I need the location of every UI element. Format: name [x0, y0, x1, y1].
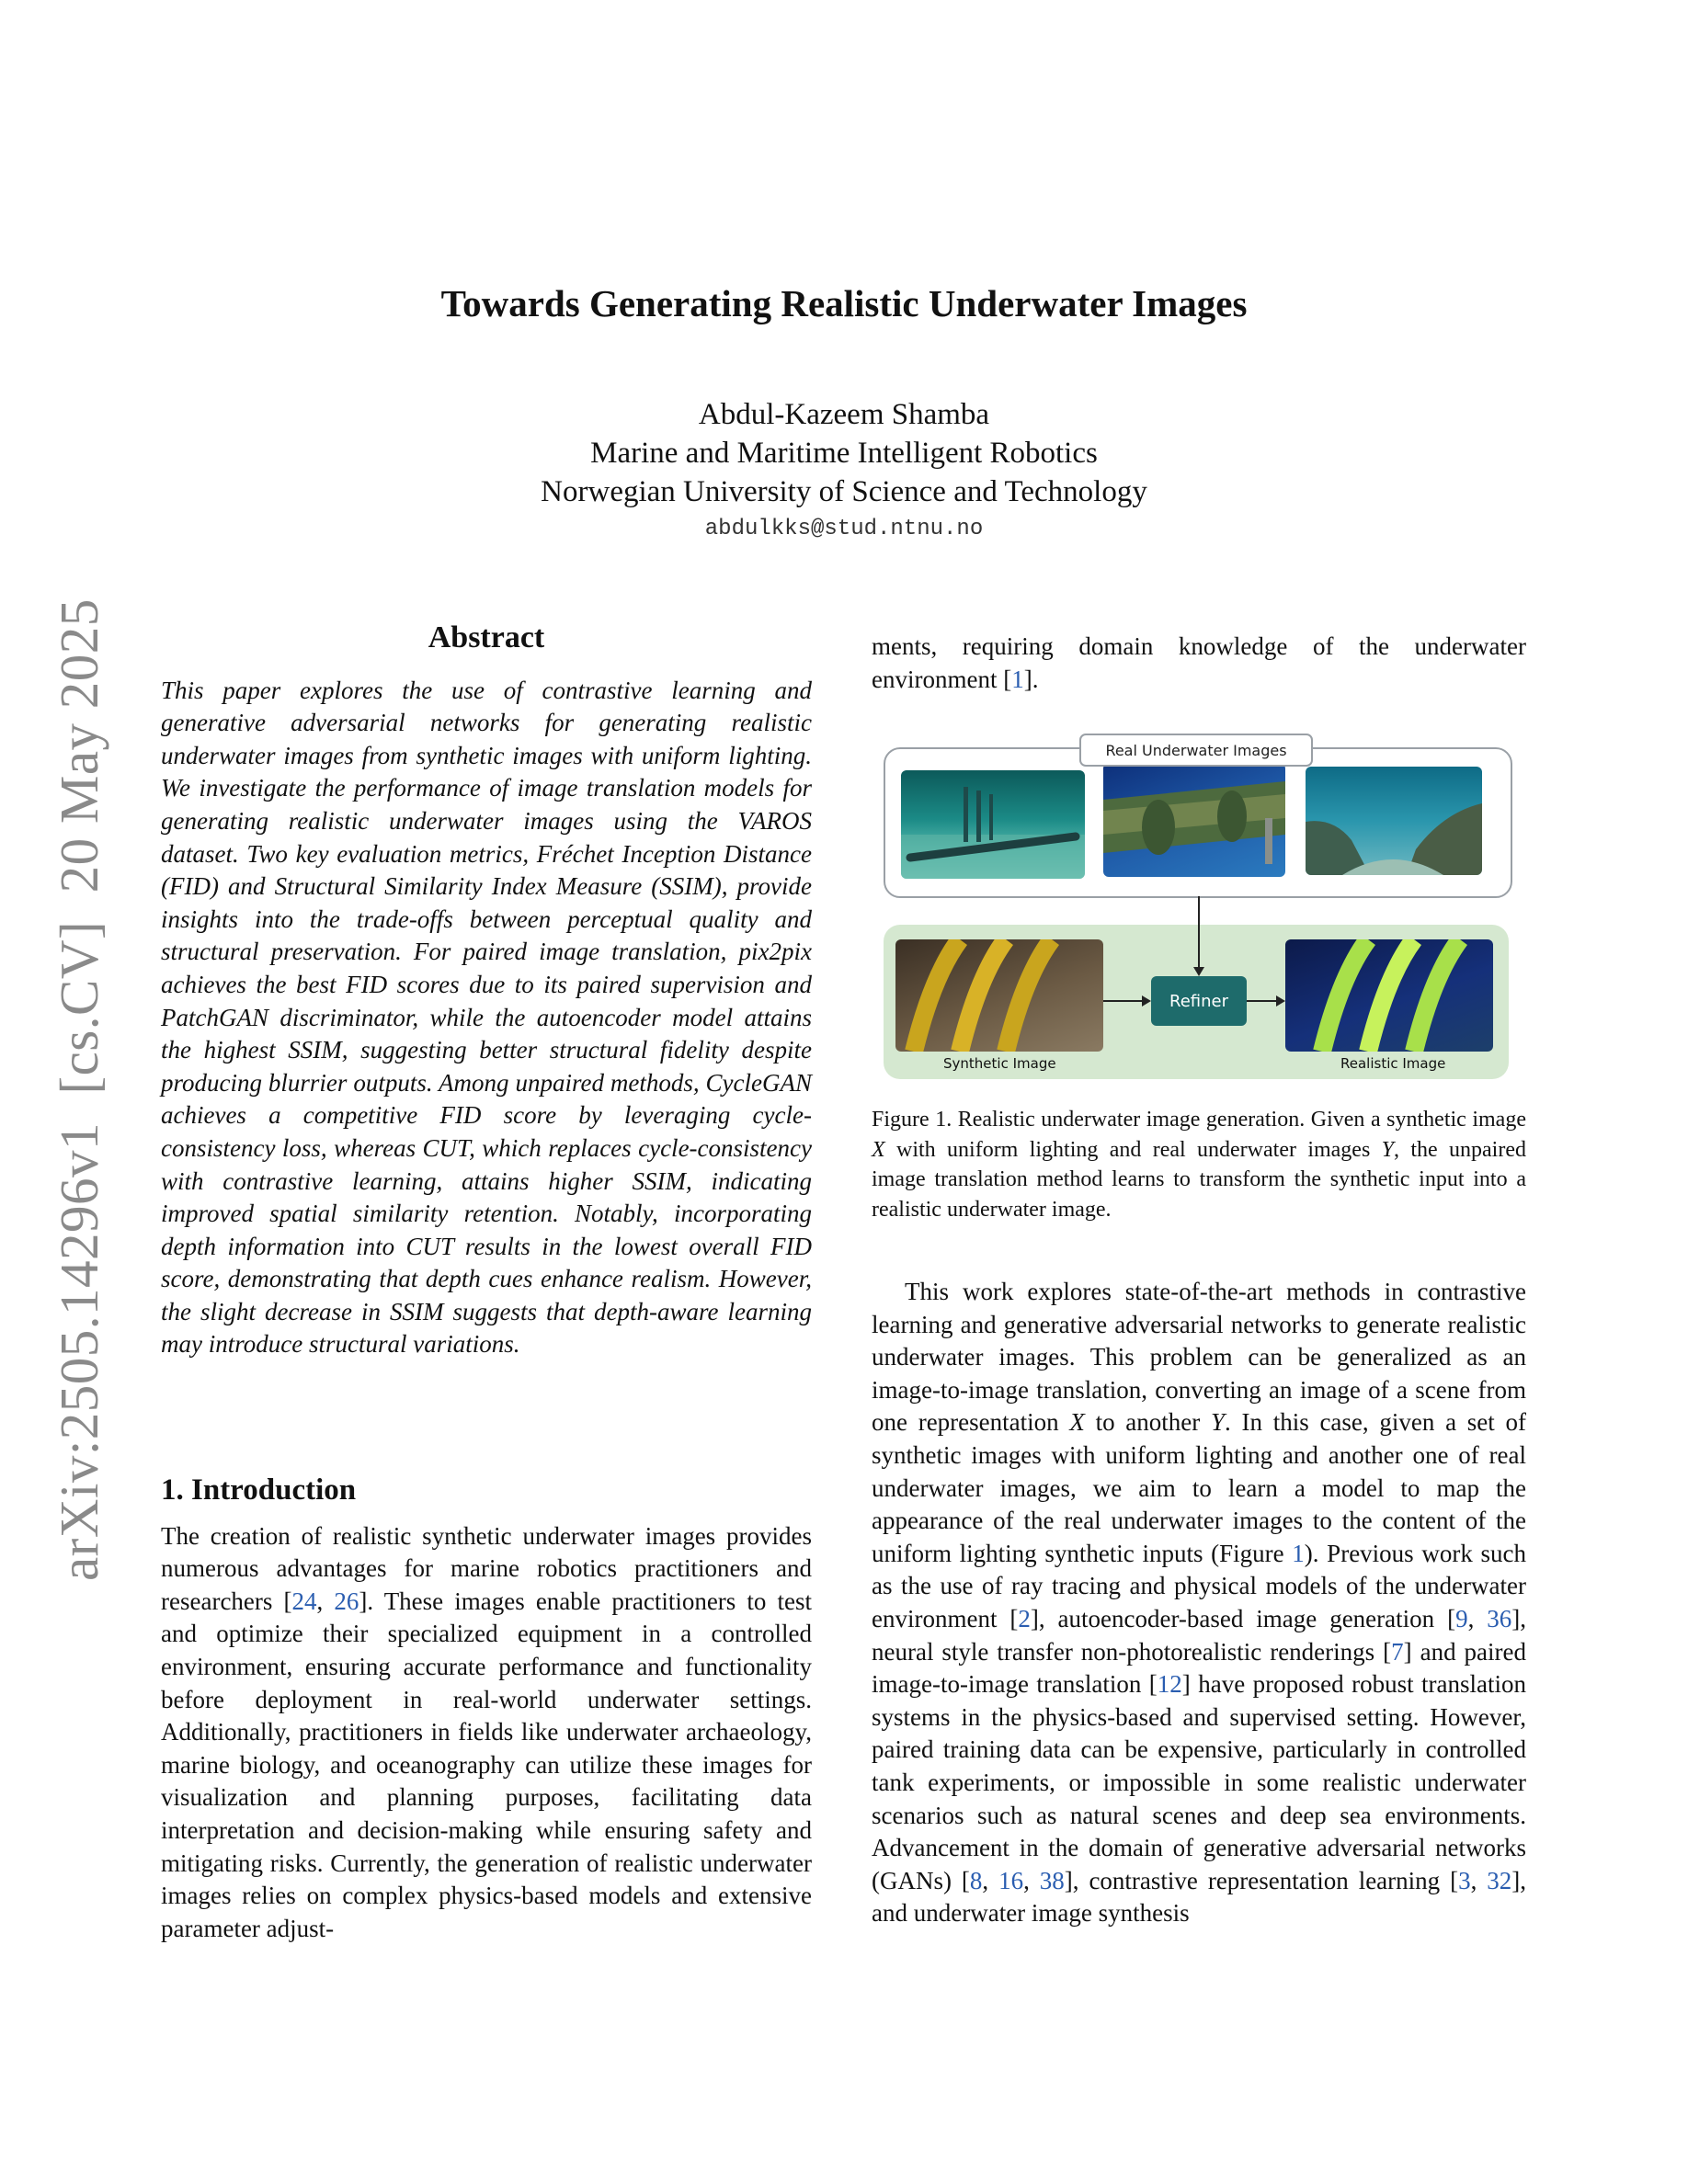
citation-link[interactable]: 16: [998, 1866, 1024, 1894]
citation-link[interactable]: 1: [1011, 665, 1024, 693]
introduction-section: [161, 1474, 812, 1945]
citation-link[interactable]: 24: [291, 1587, 317, 1615]
author-affiliation-university: Norwegian University of Science and Technology: [541, 475, 1147, 508]
real-images-label: Real Underwater Images: [1079, 734, 1313, 767]
author-affiliation-lab: Marine and Maritime Intelligent Robotics: [590, 437, 1098, 470]
author-email: abdulkks@stud.ntnu.no: [704, 517, 984, 541]
citation-link[interactable]: 38: [1039, 1866, 1065, 1894]
abstract-section: [161, 621, 812, 1361]
citation-link[interactable]: 9: [1455, 1604, 1468, 1632]
abstract-text: This paper explores the use of contrastive learning and generative adversarial networks for generating realistic underwater images from synthetic images with uniform lighting. We investigate the performance of image translation models for generating realistic underwater images using the VAROS dataset. Two key evaluation metrics, Fréchet Inception Distance (FID) and Structural Similarity Index Measure (SSIM), provide insights into the trade-offs between perceptual quality and structural preservation. For paired image translation, pix2pix achieves the best FID scores due to its paired supervision and PatchGAN discriminator, while the autoencoder model attains the highest SSIM, suggesting better structural fidelity despite producing blurrier outputs. Among unpaired methods, CycleGAN achieves a competitive FID score by leveraging cycle-consistency loss, whereas CUT, which replaces cycle-consistency with contrastive learning, attains higher SSIM, indicating improved spatial similarity retention. Notably, incorporating depth information into CUT results in the lowest overall FID score, demonstrating that depth cues enhance realism. However, the slight decrease in SSIM suggests that depth-aware learning may introduce structural variations.: [161, 676, 812, 1359]
introduction-paragraph-1-continued: ments, requiring domain knowledge of the underwater environment [1].: [872, 632, 1526, 693]
figure-reference-link[interactable]: 1: [1292, 1539, 1305, 1567]
realistic-image-thumbnail: [1285, 939, 1493, 1052]
citation-link[interactable]: 26: [334, 1587, 359, 1615]
introduction-heading: 1. Introduction: [161, 1473, 357, 1507]
author-block: [0, 395, 1688, 541]
citation-link[interactable]: 7: [1391, 1637, 1404, 1666]
arxiv-identifier-stamp: arXiv:2505.14296v1 [cs.CV] 20 May 2025: [49, 598, 109, 1581]
refiner-block: Refiner: [1151, 976, 1247, 1026]
citation-link[interactable]: 2: [1018, 1604, 1031, 1632]
author-name: Abdul-Kazeem Shamba: [698, 398, 990, 431]
citation-link[interactable]: 32: [1487, 1866, 1512, 1894]
introduction-paragraph-2: This work explores state-of-the-art methods in contrastive learning and generative adversarial networks to generate realistic underwater images. This problem can be generalized as an image-to-image translation, converting an image of a scene from one representation X to another Y. In this case, given a set of synthetic images with uniform lighting and another one of real underwater images, we aim to learn a model to map the appearance of the real underwater images to the content of the uniform lighting synthetic inputs (Figure 1). Previous work such as the use of ray tracing and physical models of the underwater environment [2], autoencoder-based image generation [9, 36], neural style transfer non-photorealistic renderings [7] and paired image-to-image translation [12] have proposed robust translation systems in the physics-based and supervised setting. However, paired training data can be expensive, particularly in controlled tank experiments, or impossible in some realistic underwater scenarios such as natural scenes and deep sea environments. Advancement in the domain of generative adversarial networks (GANs) [8, 16, 38], contrastive representation learning [3, 32], and underwater image synthesis: [872, 1278, 1527, 1928]
synthetic-image-label: Synthetic Image: [943, 1055, 1056, 1072]
paper-title: Towards Generating Realistic Underwater Images: [440, 282, 1248, 324]
citation-link[interactable]: 8: [969, 1866, 983, 1894]
figure-1: [872, 726, 1526, 1085]
citation-link[interactable]: 36: [1487, 1604, 1512, 1632]
citation-link[interactable]: 3: [1458, 1866, 1471, 1894]
citation-link[interactable]: 12: [1157, 1670, 1182, 1699]
figure-1-caption: Figure 1. Realistic underwater image generation. Given a synthetic image X with uniform lighting and real underwater images Y, the unpaired image translation method learns to transform the synthetic input into a realistic underwater image.: [872, 1108, 1526, 1222]
introduction-paragraph-1: The creation of realistic synthetic underwater images provides numerous advantages for marine robotics practitioners and researchers [24, 26]. These images enable practitioners to test and optimize their specialized equipment in a controlled environment, ensuring accurate performance and functionality before deployment in real-world underwater settings. Additionally, practitioners in fields like underwater archaeology, marine biology, and oceanography can utilize these images for visualization and planning purposes, facilitating data interpretation and decision-making while ensuring safety and mitigating risks. Currently, the generation of realistic underwater images relies on complex physics-based models and extensive parameter adjust-: [161, 1521, 812, 1942]
realistic-image-label: Realistic Image: [1340, 1055, 1446, 1072]
synthetic-image-thumbnail: [895, 939, 1103, 1052]
abstract-heading: Abstract: [428, 620, 545, 654]
